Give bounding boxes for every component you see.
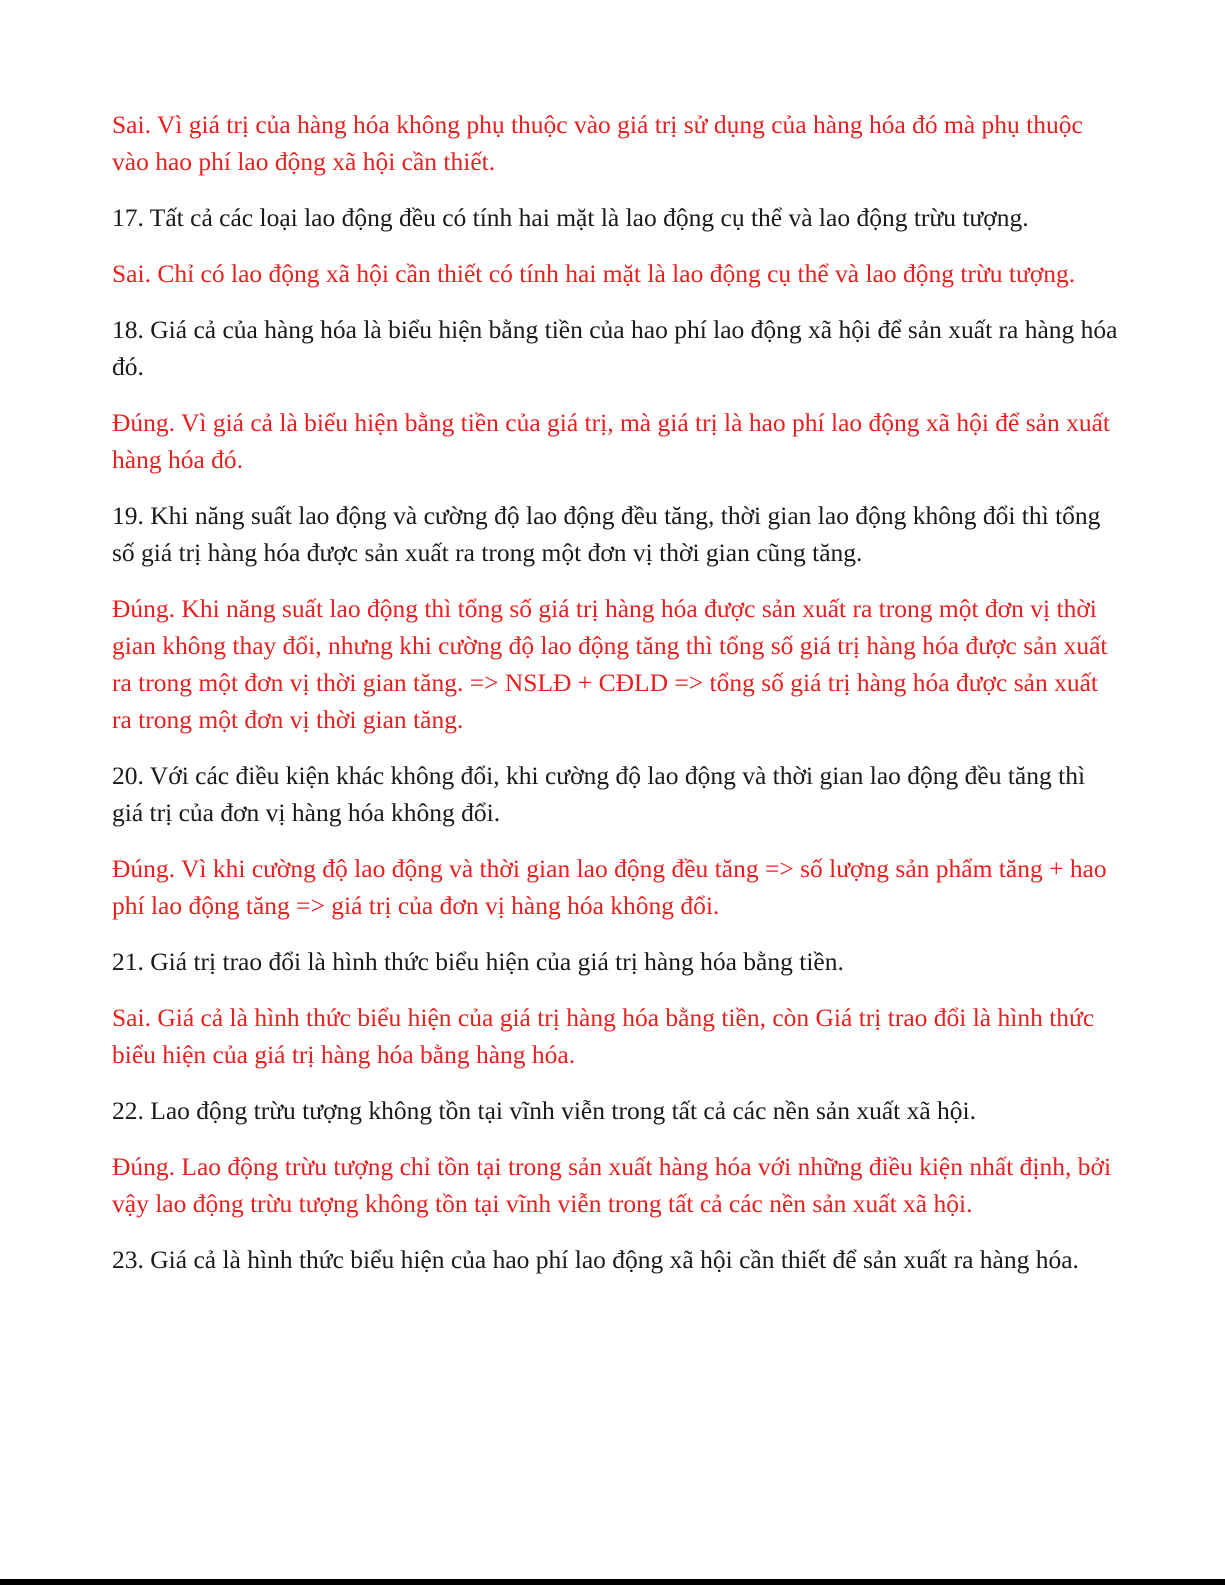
answer-22: Đúng. Lao động trừu tượng chỉ tồn tại trong sản xuất hàng hóa với những điều kiện nhất định, bởi vậy lao động trừu tượng không tồn tại vĩnh viễn trong tất cả các nền sản xuất xã hội.	[112, 1152, 1112, 1218]
question-17: 17. Tất cả các loại lao động đều có tính hai mặt là lao động cụ thể và lao động trừu tượng.	[112, 203, 1029, 232]
question-18: 18. Giá cả của hàng hóa là biểu hiện bằng tiền của hao phí lao động xã hội để sản xuất ra hàng hóa đó.	[112, 315, 1118, 381]
answer-21: Sai. Giá cả là hình thức biểu hiện của giá trị hàng hóa bằng tiền, còn Giá trị trao đổi là hình thức biểu hiện của giá trị hàng hóa bằng hàng hóa.	[112, 1003, 1095, 1069]
question-21: 21. Giá trị trao đổi là hình thức biểu hiện của giá trị hàng hóa bằng tiền.	[112, 947, 844, 976]
question-19: 19. Khi năng suất lao động và cường độ lao động đều tăng, thời gian lao động không đổi thì tổng số giá trị hàng hóa được sản xuất ra trong một đơn vị thời gian cũng tăng.	[112, 501, 1101, 567]
question-23: 23. Giá cả là hình thức biểu hiện của hao phí lao động xã hội cần thiết để sản xuất ra hàng hóa.	[112, 1245, 1079, 1274]
page-bottom-border	[0, 1579, 1225, 1585]
answer-20: Đúng. Vì khi cường độ lao động và thời gian lao động đều tăng => số lượng sản phẩm tăng + hao phí lao động tăng => giá trị của đơn vị hàng hóa không đổi.	[112, 854, 1107, 920]
document-body	[112, 106, 1122, 1297]
question-20: 20. Với các điều kiện khác không đổi, khi cường độ lao động và thời gian lao động đều tăng thì giá trị của đơn vị hàng hóa không đổi.	[112, 761, 1086, 827]
answer-17: Sai. Chỉ có lao động xã hội cần thiết có tính hai mặt là lao động cụ thể và lao động trừu tượng.	[112, 259, 1076, 288]
answer-18: Đúng. Vì giá cả là biểu hiện bằng tiền của giá trị, mà giá trị là hao phí lao động xã hội để sản xuất hàng hóa đó.	[112, 408, 1110, 474]
answer-19: Đúng. Khi năng suất lao động thì tổng số giá trị hàng hóa được sản xuất ra trong một đơn vị thời gian không thay đổi, nhưng khi cường độ lao động tăng thì tổng số giá trị hàng hóa được sản xuất ra trong một đơn vị thời gian tăng. => NSLĐ + CĐLD => tổng số giá trị hàng hóa được sản xuất ra trong một đơn vị thời gian tăng.	[112, 594, 1108, 734]
question-22: 22. Lao động trừu tượng không tồn tại vĩnh viễn trong tất cả các nền sản xuất xã hội.	[112, 1096, 977, 1125]
answer-16: Sai. Vì giá trị của hàng hóa không phụ thuộc vào giá trị sử dụng của hàng hóa đó mà phụ thuộc vào hao phí lao động xã hội cần thiết.	[112, 110, 1083, 176]
